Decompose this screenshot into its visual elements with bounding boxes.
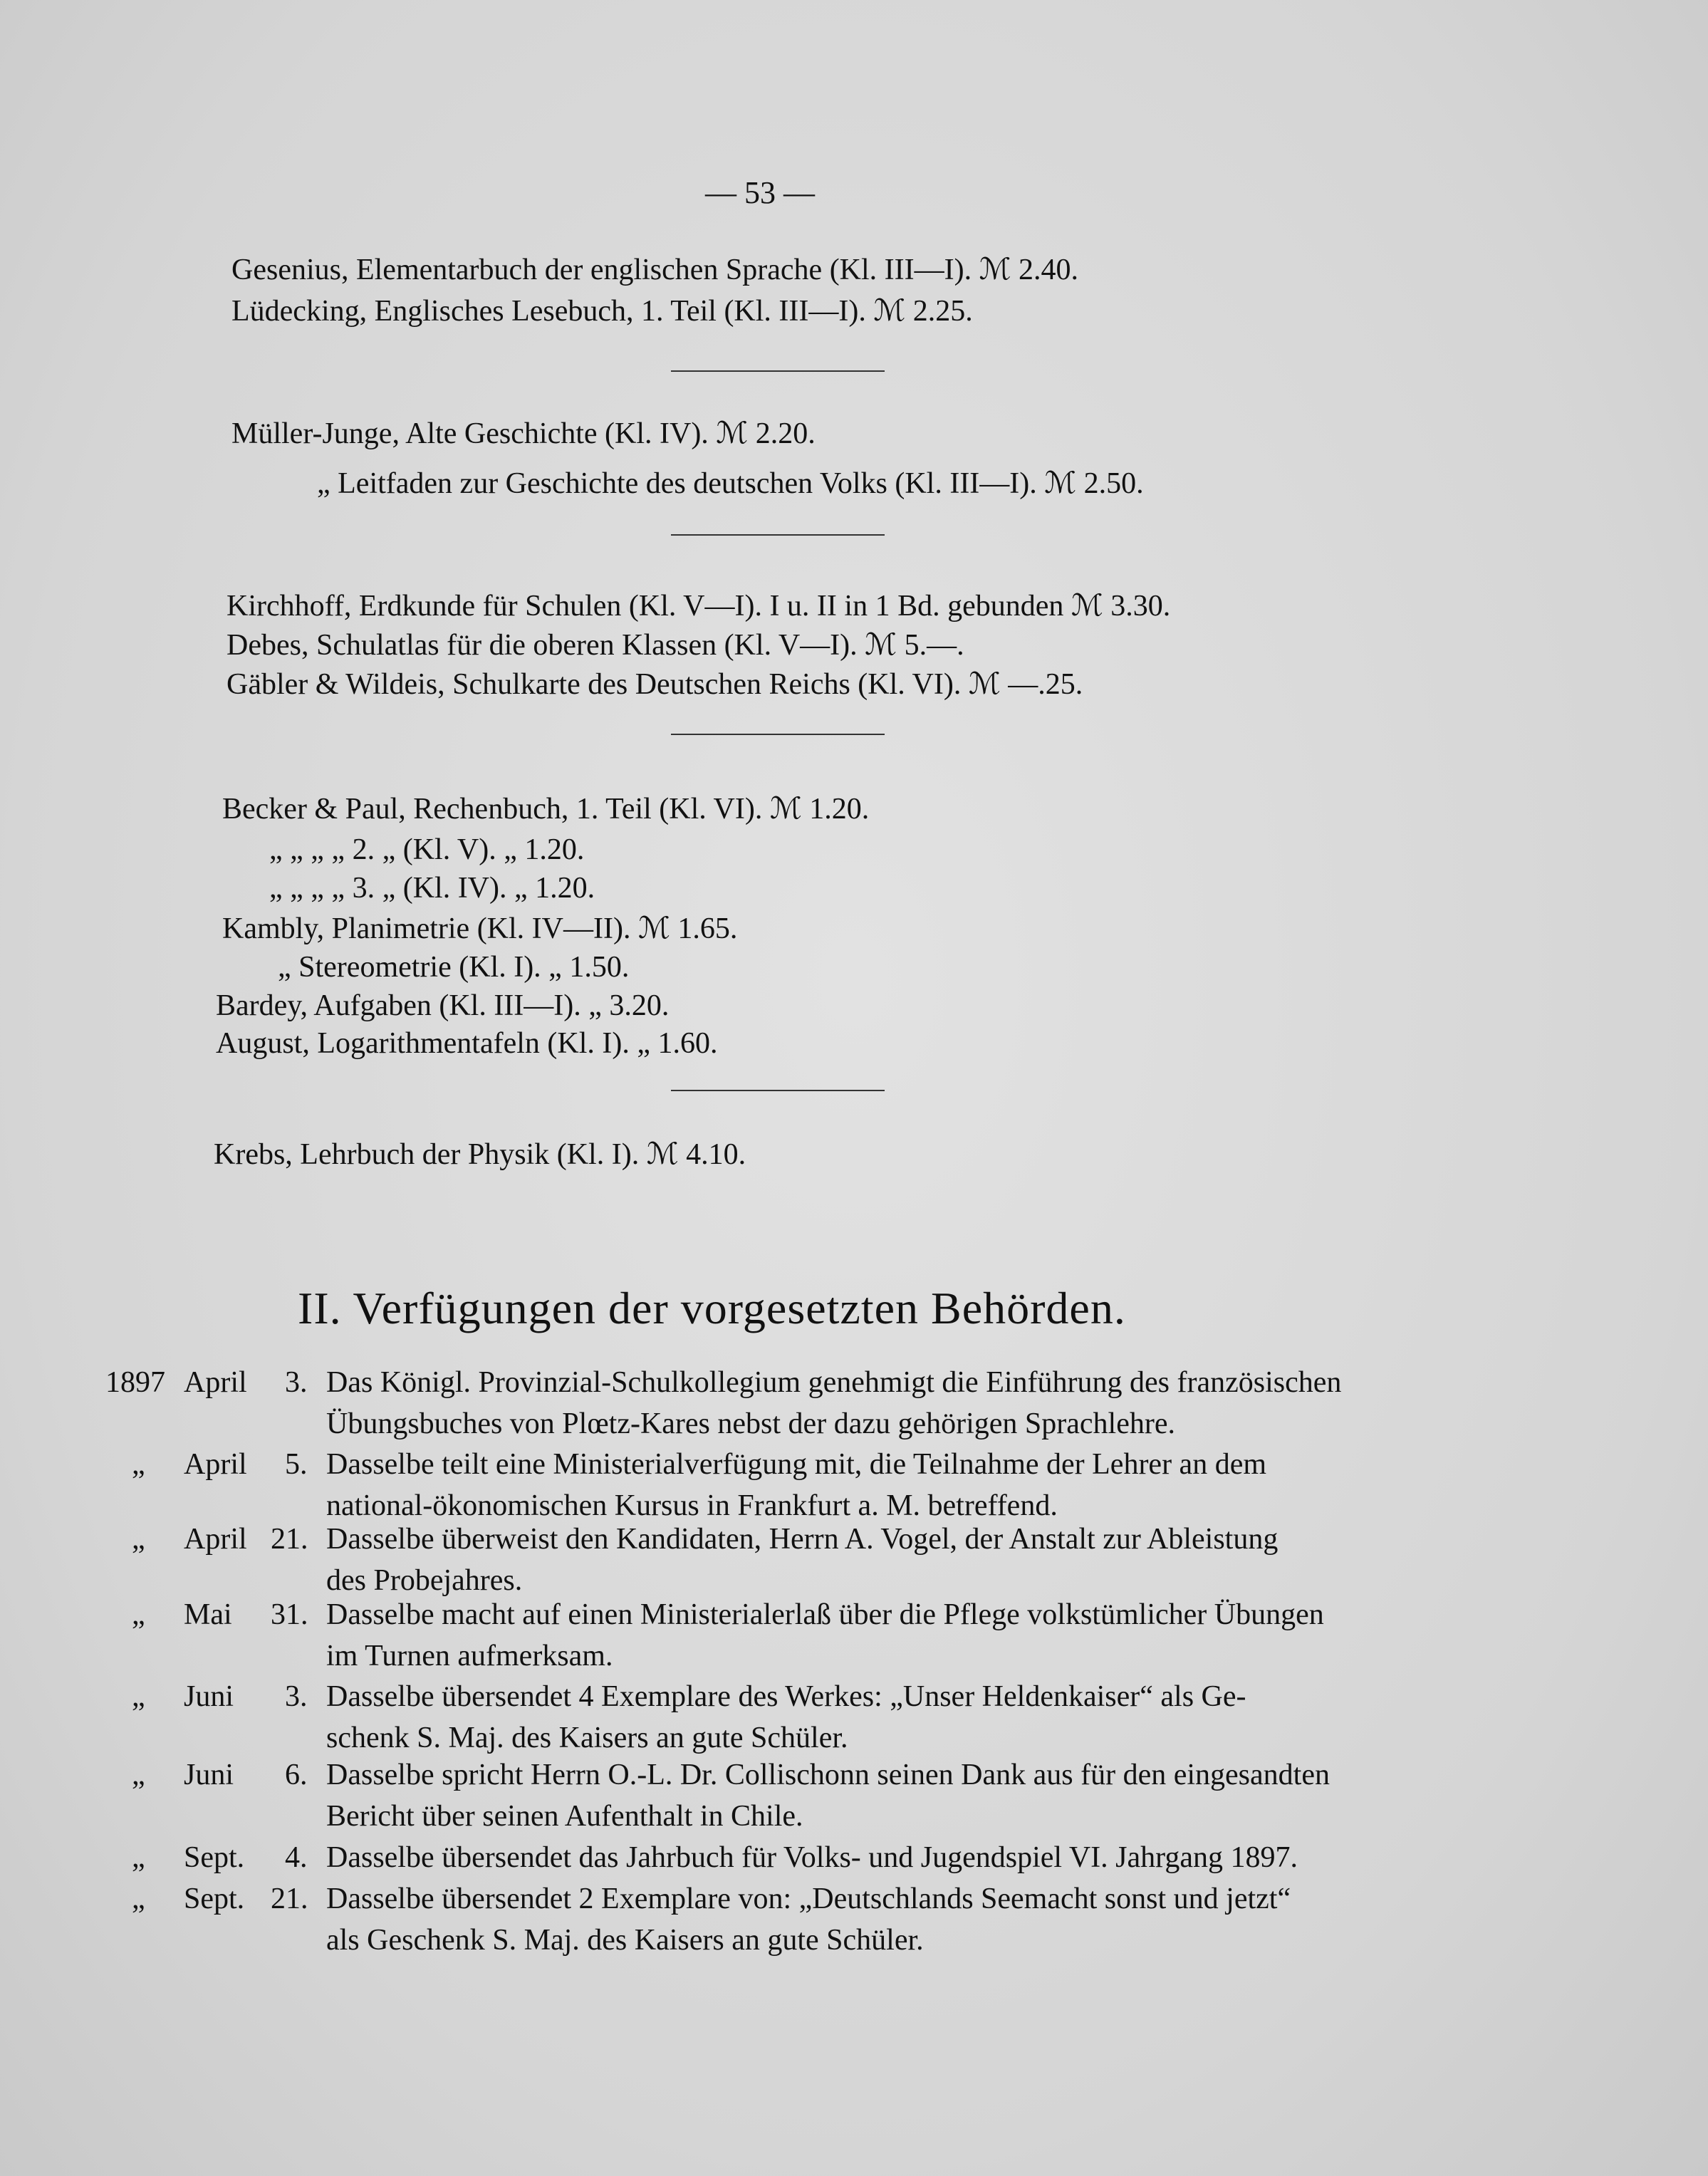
decree-day: 5. — [285, 1448, 308, 1481]
decree-day: 21. — [271, 1523, 308, 1556]
decree-day: 4. — [285, 1841, 308, 1874]
decree-day: 21. — [271, 1883, 308, 1915]
book-entry-debes: Debes, Schulatlas für die oberen Klassen (Kl. V—I). ℳ 5.—. — [226, 629, 964, 662]
book-entry-becker-paul-1: Becker & Paul, Rechenbuch, 1. Teil (Kl. VI). ℳ 1.20. — [222, 793, 870, 826]
decree-year: „ — [132, 1523, 145, 1556]
decree-month: April — [184, 1523, 247, 1556]
book-entry-kirchhoff: Kirchhoff, Erdkunde für Schulen (Kl. V—I). I u. II in 1 Bd. gebunden ℳ 3.30. — [226, 590, 1171, 623]
book-entry-bardey: Bardey, Aufgaben (Kl. III—I). „ 3.20. — [216, 989, 670, 1022]
decree-text-line: als Geschenk S. Maj. des Kaisers an gute Schüler. — [326, 1924, 924, 1957]
divider — [671, 734, 885, 735]
divider — [671, 1090, 885, 1091]
book-entry-becker-paul-3: „ „ „ „ 3. „ (Kl. IV). „ 1.20. — [269, 872, 595, 905]
book-entry-gesenius: Gesenius, Elementarbuch der englischen Sprache (Kl. III—I). ℳ 2.40. — [231, 254, 1079, 286]
decree-text-line: Dasselbe übersendet das Jahrbuch für Volks- und Jugendspiel VI. Jahrgang 1897. — [326, 1841, 1298, 1874]
divider — [671, 370, 885, 372]
decree-text-line: national-ökonomischen Kursus in Frankfurt a. M. betreffend. — [326, 1489, 1058, 1522]
decree-year: „ — [132, 1598, 145, 1631]
book-entry-august: August, Logarithmentafeln (Kl. I). „ 1.60. — [216, 1027, 718, 1060]
decree-year: „ — [132, 1883, 145, 1915]
decree-text-line: des Probejahres. — [326, 1564, 523, 1597]
decree-month: Juni — [184, 1680, 234, 1713]
decree-year: 1897 — [105, 1366, 165, 1399]
page-number: — 53 — — [705, 175, 815, 210]
book-entry-kambly-stereometrie: „ Stereometrie (Kl. I). „ 1.50. — [278, 951, 630, 984]
decree-year: „ — [132, 1680, 145, 1713]
decree-text-line: Dasselbe spricht Herrn O.-L. Dr. Collischonn seinen Dank aus für den eingesandten — [326, 1759, 1330, 1791]
decree-text-line: schenk S. Maj. des Kaisers an gute Schüler. — [326, 1722, 848, 1754]
decree-year: „ — [132, 1448, 145, 1481]
decree-month: Juni — [184, 1759, 234, 1791]
book-entry-kambly-planimetrie: Kambly, Planimetrie (Kl. IV—II). ℳ 1.65. — [222, 912, 738, 945]
decree-year: „ — [132, 1841, 145, 1874]
decree-text-line: Bericht über seinen Aufenthalt in Chile. — [326, 1800, 803, 1833]
book-entry-krebs: Krebs, Lehrbuch der Physik (Kl. I). ℳ 4.10. — [214, 1138, 746, 1171]
decree-text-line: Dasselbe teilt eine Ministerialverfügung mit, die Teilnahme der Lehrer an dem — [326, 1448, 1267, 1481]
decree-day: 31. — [271, 1598, 308, 1631]
decree-day: 3. — [285, 1680, 308, 1713]
decree-text-line: im Turnen aufmerksam. — [326, 1640, 613, 1672]
decree-month: April — [184, 1448, 247, 1481]
decree-text-line: Das Königl. Provinzial-Schulkollegium genehmigt die Einführung des französischen — [326, 1366, 1342, 1399]
book-entry-becker-paul-2: „ „ „ „ 2. „ (Kl. V). „ 1.20. — [269, 833, 585, 866]
decree-year: „ — [132, 1759, 145, 1791]
decree-day: 3. — [285, 1366, 308, 1399]
section-heading: II. Verfügungen der vorgesetzten Behörden. — [298, 1283, 1126, 1333]
decree-month: Mai — [184, 1598, 232, 1631]
decree-text-line: Dasselbe übersendet 4 Exemplare des Werkes: „Unser Heldenkaiser“ als Ge- — [326, 1680, 1246, 1713]
decree-text-line: Übungsbuches von Plœtz-Kares nebst der dazu gehörigen Sprachlehre. — [326, 1407, 1175, 1440]
decree-month: Sept. — [184, 1883, 245, 1915]
decree-text-line: Dasselbe macht auf einen Ministerialerlaß über die Pflege volkstümlicher Übungen — [326, 1598, 1324, 1631]
decree-month: Sept. — [184, 1841, 245, 1874]
decree-text-line: Dasselbe übersendet 2 Exemplare von: „Deutschlands Seemacht sonst und jetzt“ — [326, 1883, 1291, 1915]
divider — [671, 534, 885, 536]
decree-day: 6. — [285, 1759, 308, 1791]
book-entry-gaebler-wildeis: Gäbler & Wildeis, Schulkarte des Deutschen Reichs (Kl. VI). ℳ —.25. — [226, 668, 1083, 701]
book-entry-leitfaden: „ Leitfaden zur Geschichte des deutschen Volks (Kl. III—I). ℳ 2.50. — [317, 467, 1144, 500]
book-entry-mueller-junge: Müller-Junge, Alte Geschichte (Kl. IV). ℳ 2.20. — [231, 417, 816, 450]
book-entry-luedecking: Lüdecking, Englisches Lesebuch, 1. Teil (Kl. III—I). ℳ 2.25. — [231, 295, 973, 328]
decree-month: April — [184, 1366, 247, 1399]
decree-text-line: Dasselbe überweist den Kandidaten, Herrn A. Vogel, der Anstalt zur Ableistung — [326, 1523, 1279, 1556]
